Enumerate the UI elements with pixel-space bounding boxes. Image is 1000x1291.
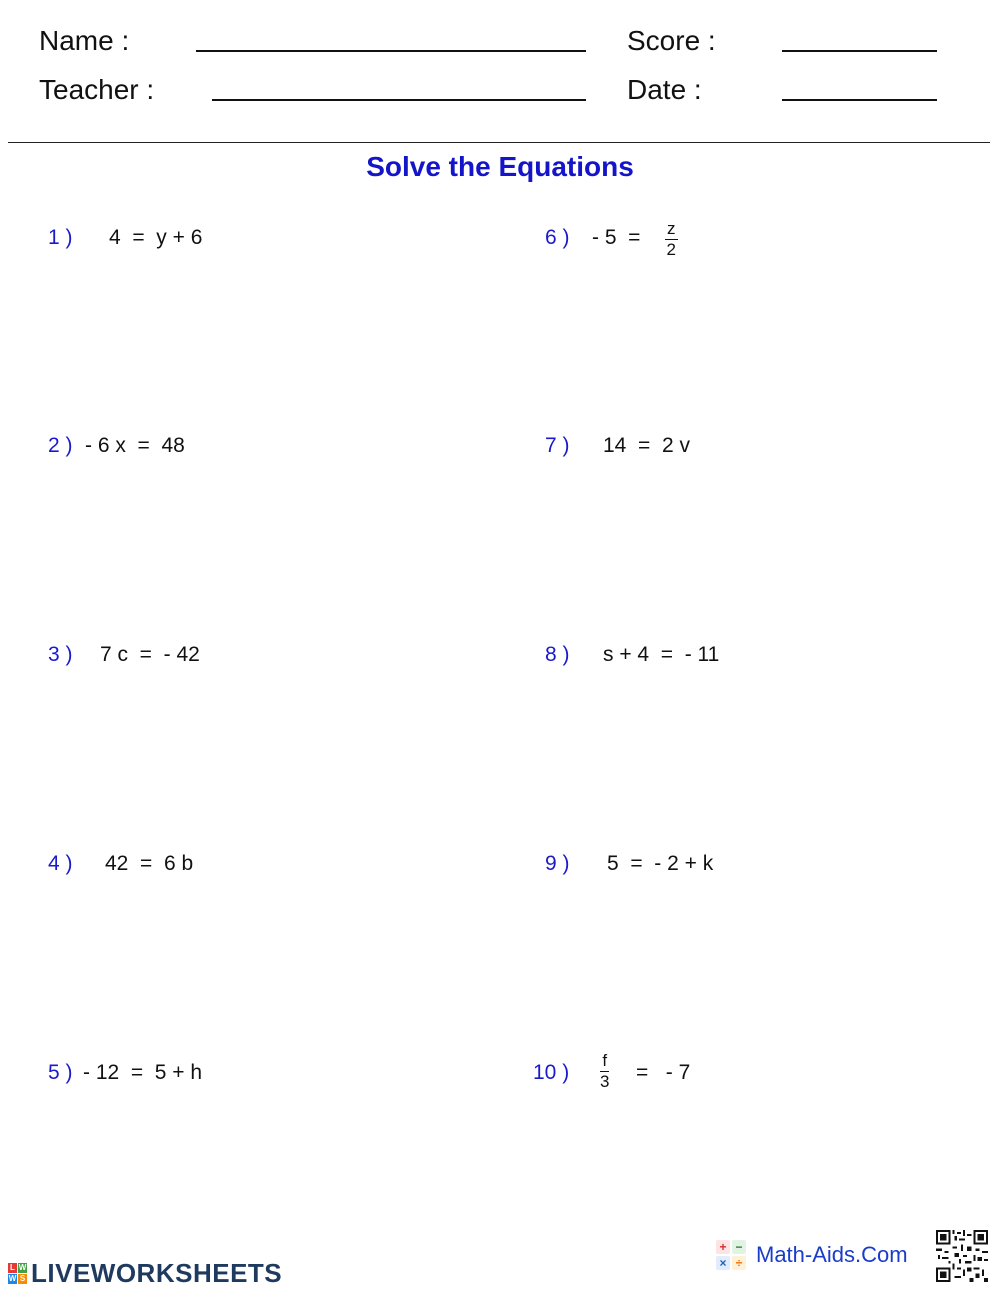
problem-8 — [545, 642, 965, 682]
minus-symbol: − — [732, 1240, 746, 1254]
score-label: Score : — [627, 25, 716, 56]
fraction-denominator: 3 — [600, 1072, 610, 1091]
badge-cell: L — [8, 1263, 17, 1273]
problem-10 — [533, 1051, 963, 1100]
header-divider — [8, 142, 990, 143]
problem-number: 4 ) — [48, 852, 73, 875]
teacher-field-line[interactable] — [212, 99, 586, 101]
name-label: Name : — [39, 25, 130, 56]
problem-number: 3 ) — [48, 643, 73, 666]
qr-code-icon — [936, 1230, 988, 1282]
problem-number: 9 ) — [545, 852, 570, 875]
problem-5 — [48, 1060, 468, 1100]
divide-symbol: ÷ — [732, 1256, 746, 1270]
problem-equation: 5 = - 2 + k — [607, 852, 714, 875]
problem-number: 7 ) — [545, 434, 570, 457]
fraction — [600, 1052, 609, 1091]
worksheet-title: Solve the Equations — [366, 151, 634, 182]
teacher-label: Teacher : — [39, 74, 155, 105]
badge-cell: S — [19, 1273, 26, 1283]
fraction — [665, 220, 678, 259]
problem-number: 10 ) — [533, 1061, 570, 1084]
math-aids-link[interactable] — [716, 1240, 908, 1270]
problem-number: 5 ) — [48, 1061, 73, 1084]
problem-equation: - 12 = 5 + h — [83, 1061, 203, 1084]
problem-equation: - 6 x = 48 — [85, 434, 185, 457]
name-field-line[interactable] — [196, 50, 586, 52]
problem-equation: 4 = y + 6 — [109, 226, 203, 249]
problem-3 — [48, 642, 468, 682]
liveworksheets-badge-icon — [8, 1263, 27, 1284]
liveworksheets-logo[interactable] — [8, 1258, 282, 1288]
badge-cell: W — [18, 1262, 27, 1272]
liveworksheets-text: LIVEWORKSHEETS — [31, 1258, 283, 1288]
problem-number: 1 ) — [48, 226, 73, 249]
math-aids-text: Math-Aids.Com — [756, 1242, 908, 1267]
date-label: Date : — [627, 74, 702, 105]
problem-lhs: - 5 = — [592, 226, 641, 249]
problem-1 — [48, 225, 468, 265]
fraction-numerator: f — [602, 1051, 608, 1070]
problem-equation: 7 c = - 42 — [100, 643, 200, 666]
problem-equation: 42 = 6 b — [105, 852, 194, 875]
fraction-denominator: 2 — [666, 240, 676, 259]
problem-9 — [545, 851, 965, 891]
times-symbol: × — [716, 1256, 730, 1270]
score-field-line[interactable] — [782, 50, 937, 52]
date-field-line[interactable] — [782, 99, 937, 101]
plus-symbol: + — [716, 1240, 730, 1254]
problem-6 — [545, 219, 965, 265]
badge-cell: W — [8, 1273, 17, 1283]
problem-number: 2 ) — [48, 434, 73, 457]
fraction-numerator: z — [667, 219, 676, 238]
problem-7 — [545, 433, 965, 473]
calculator-icon — [716, 1240, 746, 1270]
problem-rhs: = - 7 — [636, 1061, 691, 1084]
problem-number: 8 ) — [545, 643, 570, 666]
problem-number: 6 ) — [545, 226, 570, 249]
problem-equation: 14 = 2 v — [603, 434, 690, 457]
problem-2 — [48, 433, 468, 473]
problem-equation: s + 4 = - 11 — [603, 643, 720, 666]
problem-4 — [48, 851, 468, 891]
